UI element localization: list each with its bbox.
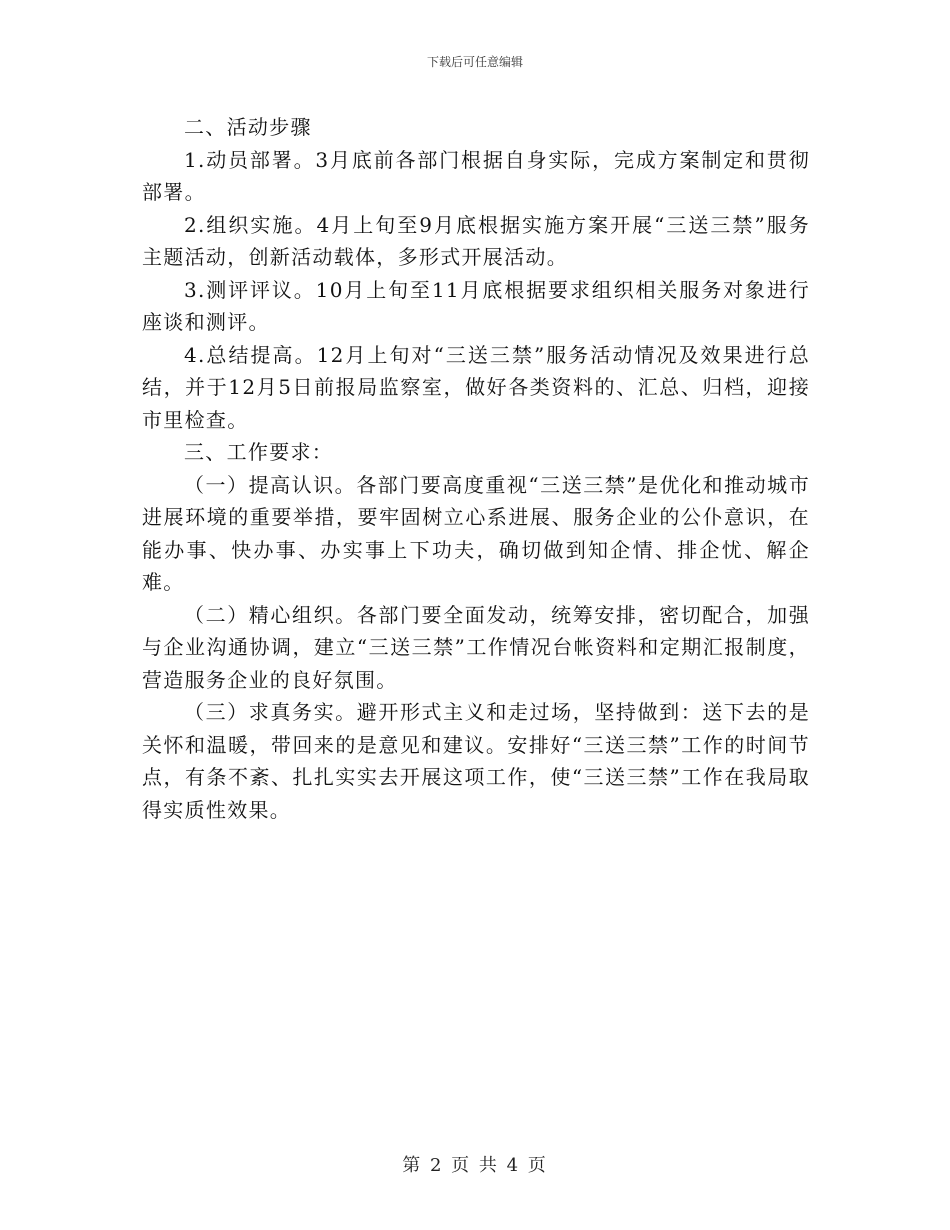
requirement-paragraph-1: （一）提高认识。各部门要高度重视“三送三禁”是优化和推动城市进展环境的重要举措，要牢固树立心系进展、服务企业的公仆意识，在能办事、快办事、办实事上下功夫，确切做到知企情、排企忧、解企难。	[142, 472, 810, 594]
document-body	[142, 111, 810, 826]
section-heading-requirements: 三、工作要求：	[184, 440, 334, 464]
page-header-note: 下载后可任意编辑	[426, 55, 523, 69]
step-paragraph-1: 1.动员部署。3月底前各部门根据自身实际，完成方案制定和贯彻部署。	[142, 147, 810, 204]
requirement-paragraph-2: （二）精心组织。各部门要全面发动，统筹安排，密切配合，加强与企业沟通协调，建立“三送三禁”工作情况台帐资料和定期汇报制度，营造服务企业的良好氛围。	[142, 602, 810, 692]
requirement-paragraph-3: （三）求真务实。避开形式主义和走过场，坚持做到：送下去的是关怀和温暖，带回来的是意见和建议。安排好“三送三禁”工作的时间节点，有条不紊、扎扎实实去开展这项工作，使“三送三禁”工作在我局取得实质性效果。	[142, 700, 810, 822]
step-paragraph-3: 3.测评评议。10月上旬至11月底根据要求组织相关服务对象进行座谈和测评。	[142, 277, 810, 334]
page-number: 第 2 页 共 4 页	[402, 1155, 548, 1176]
step-paragraph-4: 4.总结提高。12月上旬对“三送三禁”服务活动情况及效果进行总结，并于12月5日前报局监察室，做好各类资料的、汇总、归档，迎接市里检查。	[142, 342, 810, 432]
step-paragraph-2: 2.组织实施。4月上旬至9月底根据实施方案开展“三送三禁”服务主题活动，创新活动载体，多形式开展活动。	[142, 212, 810, 269]
section-heading-steps: 二、活动步骤	[184, 115, 312, 139]
